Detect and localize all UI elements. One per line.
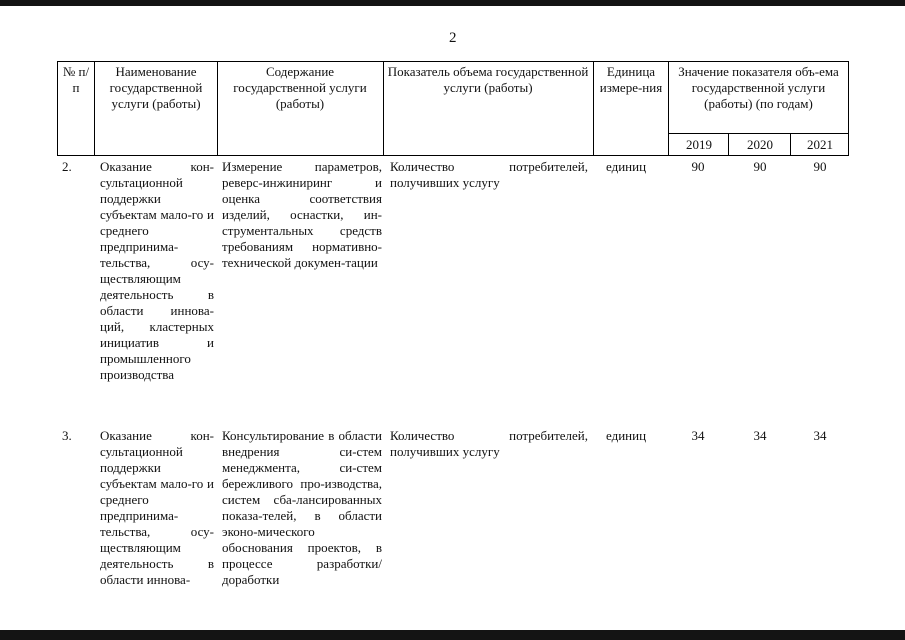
row-value-2021: 90 bbox=[813, 159, 827, 174]
page-number: 2 bbox=[449, 30, 457, 46]
header-value-group: Значение показателя объ-ема государственной услуги (работы) (по годам) bbox=[678, 64, 839, 111]
row-value-2019: 34 bbox=[691, 428, 705, 443]
row-service-content: Измерение параметров, реверс-инжиниринг и оценка соответствия изделий, оснастки, ин-струментальных средств требованиям нормативно-технической докумен-тации bbox=[222, 159, 382, 270]
row-service-name: Оказание кон-сультационной поддержки субъектам мало-го и среднего предпринима-тельства, осу-ществляющим деятельность в области иннова- bbox=[100, 428, 214, 587]
header-year-2020: 2020 bbox=[747, 137, 773, 152]
header-year-2021: 2021 bbox=[807, 137, 833, 152]
header-unit: Единица измере-ния bbox=[599, 64, 663, 95]
header-service-name: Наименование государственной услуги (работы) bbox=[109, 64, 203, 111]
row-service-content: Консультирование в области внедрения си-стем менеджмента, си-стем бережливого про-изводства, систем сба-лансированных показа-телей, в области эконо-мического обоснования проектов, в процессе разработки/доработки bbox=[222, 428, 382, 587]
header-year-2019: 2019 bbox=[686, 137, 712, 152]
header-number: № п/п bbox=[62, 64, 90, 95]
row-number: 2. bbox=[62, 159, 72, 174]
header-service-content: Содержание государственной услуги (работы) bbox=[233, 64, 367, 111]
row-unit: единиц bbox=[606, 159, 647, 174]
bottom-border-bar bbox=[0, 630, 905, 640]
row-indicator: Количество потребителей, получивших услугу bbox=[390, 428, 588, 459]
header-volume-indicator: Показатель объема государственной услуги (работы) bbox=[387, 64, 589, 95]
row-indicator: Количество потребителей, получивших услугу bbox=[390, 159, 588, 190]
row-value-2020: 34 bbox=[753, 428, 767, 443]
row-service-name: Оказание кон-сультационной поддержки субъектам мало-го и среднего предпринима-тельства, осу-ществляющим деятельность в области иннова-ций, кластерных инициатив и промышленного производства bbox=[100, 159, 214, 382]
row-number: 3. bbox=[62, 428, 72, 443]
row-value-2020: 90 bbox=[753, 159, 767, 174]
row-value-2019: 90 bbox=[691, 159, 705, 174]
row-value-2021: 34 bbox=[813, 428, 827, 443]
top-border-bar bbox=[0, 0, 905, 6]
row-unit: единиц bbox=[606, 428, 647, 443]
